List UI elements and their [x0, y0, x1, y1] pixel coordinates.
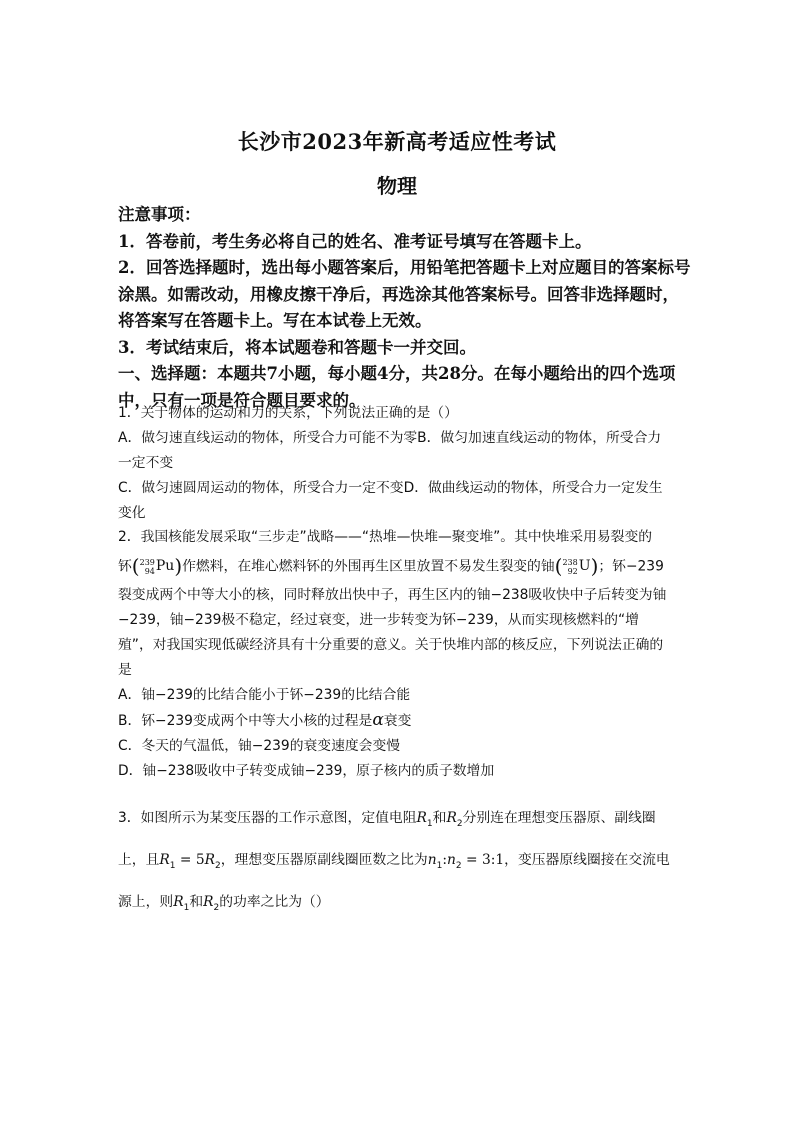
q2-line-4: −239，铀−239极不稳定，经过衰变，进一步转变为钚−239，从而实现核燃料的“增 — [118, 612, 639, 628]
note-2-line-2: 涂黑。如需改动，用橡皮擦干净后，再选涂其他答案标号。回答非选择题时， — [118, 284, 679, 304]
q3-text: 源上，则 — [118, 893, 174, 910]
q2-line-1: 2．我国核能发展采取“三步走”战略——“热堆—快堆—聚变堆”。其中快堆采用易裂变的 — [118, 529, 653, 545]
equation-part: = 5 — [175, 851, 205, 868]
q1-options-line-4: 变化 — [118, 505, 146, 521]
subscript: 2 — [456, 818, 463, 829]
q1-options-line-2: 一定不变 — [118, 455, 174, 471]
subscript: 1 — [183, 902, 190, 913]
subscript: 1 — [426, 818, 433, 829]
u-atomic-number: 92 — [567, 566, 578, 576]
r-symbol: R — [204, 851, 216, 868]
q2-option-d: D．铀−238吸收中子转变成铀−239，原子核内的质子数增加 — [118, 763, 495, 779]
q3-text: 的功率之比为（） — [219, 893, 330, 910]
exam-title: 长沙市2023年新高考适应性考试 — [237, 129, 557, 154]
subscript: 2 — [215, 860, 221, 871]
equation-part: = 3:1 — [461, 851, 505, 868]
q3-line-3 — [118, 884, 676, 926]
colon: : — [442, 851, 447, 868]
q1-options-line-3: C．做匀速圆周运动的物体，所受合力一定不变D．做曲线运动的物体，所受合力一定发生 — [118, 480, 663, 496]
n-symbol: n — [447, 851, 456, 868]
q3-text: 和 — [189, 893, 204, 910]
q3-text: ，变压器原线圈接在交流电 — [504, 851, 670, 868]
alpha-symbol: α — [372, 710, 384, 730]
subject-title: 物理 — [377, 174, 417, 198]
section-1-heading-line-2: 中，只有一项是符合题目要求的。 — [118, 390, 366, 410]
q2-line-2 — [118, 550, 676, 583]
q2-text: 作燃料，在堆心燃料钚的外围再生区里放置不易发生裂变的铀 — [182, 558, 555, 575]
subscript: 1 — [436, 860, 443, 871]
q2-line-5: 殖”，对我国实现低碳经济具有十分重要的意义。关于快堆内部的核反应，下列说法正确的 — [118, 637, 664, 653]
notes — [118, 202, 691, 414]
pu-atomic-number: 94 — [144, 566, 155, 576]
u-mass-number: 238 — [562, 557, 578, 567]
q3-text: ，理想变压器原副线圈匝数之比为 — [220, 851, 428, 868]
r-symbol: R — [173, 893, 184, 910]
r-symbol: R — [203, 893, 214, 910]
r-symbol: R — [416, 810, 427, 826]
n-symbol: n — [427, 851, 437, 868]
q2-option-a: A．铀−239的比结合能小于钚−239的比结合能 — [118, 687, 411, 703]
q1-stem: 1．关于物体的运动和力的关系，下列说法正确的是（） — [118, 405, 458, 421]
q2-text: 钚 — [118, 558, 132, 575]
note-2-line-3: 将答案写在答题卡上。写在本试卷上无效。 — [118, 311, 432, 330]
u-symbol: U — [578, 558, 591, 574]
question-2 — [118, 525, 676, 784]
pu-symbol: Pu — [155, 558, 175, 574]
pu-mass-number: 239 — [139, 557, 155, 567]
question-3 — [118, 800, 676, 925]
subscript: 1 — [169, 860, 176, 871]
q2-option-b — [118, 708, 676, 734]
uranium-nuclide: (238 92U) — [554, 554, 599, 578]
q1-options-line-1: A．做匀速直线运动的物体，所受合力可能不为零B．做匀加速直线运动的物体，所受合力 — [118, 430, 662, 446]
r-symbol: R — [446, 810, 457, 826]
subscript: 2 — [455, 860, 462, 871]
plutonium-nuclide: (239 94Pu) — [131, 554, 183, 578]
q3-line-1 — [118, 800, 676, 842]
q2-line-6: 是 — [118, 662, 132, 678]
r-symbol: R — [159, 851, 170, 868]
q2-option-b-text: B．钚−239变成两个中等大小核的过程是 — [118, 713, 373, 729]
q3-text: 上，且 — [118, 851, 160, 868]
section-1-heading-line-1: 一、选择题：本题共7小题，每小题4分，共28分。在每小题给出的四个选项 — [118, 364, 676, 383]
q2-line-3: 裂变成两个中等大小的核，同时释放出快中子，再生区内的铀−238吸收快中子后转变为铀 — [118, 587, 667, 603]
question-1 — [118, 401, 676, 526]
note-3: 3．考试结束后，将本试题卷和答题卡一并交回。 — [118, 337, 476, 357]
q3-text: 和 — [432, 810, 447, 826]
q2-option-b-tail: 衰变 — [383, 713, 412, 729]
note-1: 1．答卷前，考生务必将自己的姓名、准考证号填写在答题卡上。 — [118, 231, 592, 251]
q3-text: 分别连在理想变压器原、副线圈 — [462, 810, 656, 826]
q2-text: ；钚−239 — [598, 558, 664, 575]
subscript: 2 — [213, 902, 220, 913]
q3-text: 3．如图所示为某变压器的工作示意图，定值电阻 — [118, 810, 417, 826]
note-2-line-1: 2．回答选择题时，选出每小题答案后，用铅笔把答题卡上对应题目的答案标号 — [118, 258, 691, 277]
notes-heading: 注意事项： — [118, 205, 201, 224]
q2-option-c: C．冬天的气温低，铀−239的衰变速度会变慢 — [118, 738, 401, 754]
q3-line-2 — [118, 842, 676, 884]
